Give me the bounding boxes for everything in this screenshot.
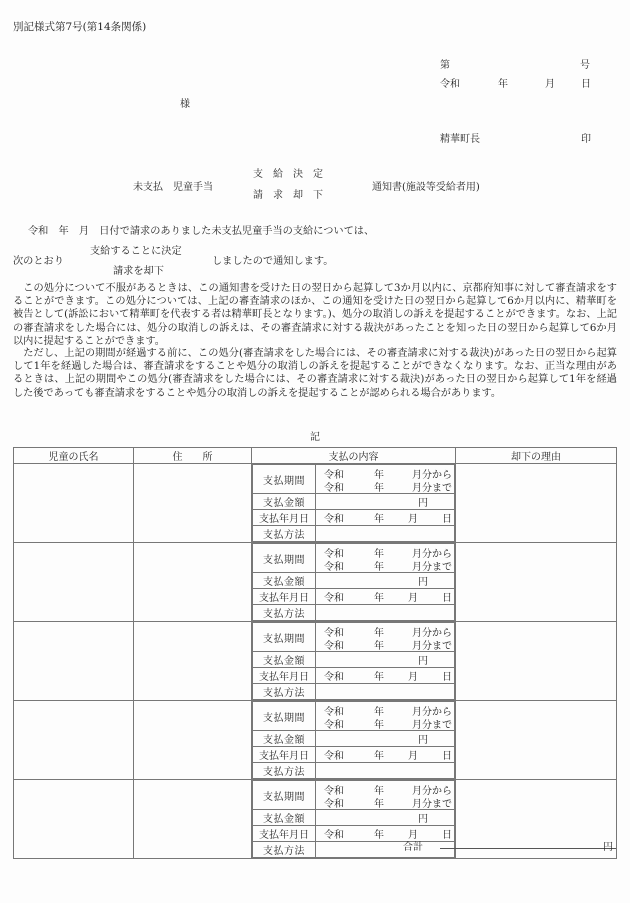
- date-day: 日: [442, 593, 452, 604]
- period-from-era: 令和: [324, 786, 344, 797]
- rejection-reason-cell[interactable]: [456, 701, 617, 780]
- method-value[interactable]: [316, 605, 455, 621]
- address-cell[interactable]: [134, 622, 252, 701]
- period-value[interactable]: [316, 465, 455, 494]
- date-year: 年: [374, 672, 384, 683]
- title-left: 未支払 児童手当: [133, 182, 213, 193]
- payment-details-cell: [252, 780, 456, 859]
- date-era: 令和: [324, 751, 344, 762]
- total-label: 合計: [403, 842, 423, 853]
- total-input-line[interactable]: [440, 848, 616, 849]
- period-to-era: 令和: [324, 799, 344, 810]
- period-label: 支払期間: [253, 781, 316, 810]
- period-from-suffix: 月分から: [412, 549, 452, 560]
- period-from-year: 年: [374, 707, 384, 718]
- date-value[interactable]: [316, 826, 455, 842]
- date-value[interactable]: [316, 747, 455, 763]
- amount-label: 支払金額: [253, 573, 316, 589]
- period-to-suffix: 月分まで: [412, 483, 452, 494]
- period-from-era: 令和: [324, 470, 344, 481]
- intro-option-rejection: 請求を却下: [113, 266, 164, 277]
- yen-unit: 円: [418, 498, 428, 509]
- period-from-year: 年: [374, 470, 384, 481]
- date-day: 日: [442, 672, 452, 683]
- header-payment-details: 支払の内容: [252, 448, 456, 464]
- date-year: 年: [374, 830, 384, 841]
- date-era: 令和: [324, 593, 344, 604]
- method-label: 支払方法: [253, 605, 316, 621]
- header-rejection-reason: 却下の理由: [456, 448, 617, 464]
- period-from-suffix: 月分から: [412, 628, 452, 639]
- period-from-year: 年: [374, 786, 384, 797]
- method-label: 支払方法: [253, 842, 316, 858]
- ki-heading: 記: [310, 432, 320, 443]
- date-month: 月: [408, 593, 418, 604]
- amount-label: 支払金額: [253, 810, 316, 826]
- period-from-suffix: 月分から: [412, 470, 452, 481]
- period-to-suffix: 月分まで: [412, 641, 452, 652]
- form-number: 別記様式第7号(第14条関係): [13, 21, 147, 33]
- payment-details-cell: [252, 543, 456, 622]
- amount-value[interactable]: [316, 652, 455, 668]
- method-value[interactable]: [316, 842, 455, 858]
- payment-details-cell: [252, 701, 456, 780]
- notice-date-year: 年: [498, 79, 508, 90]
- header-child-name: 児童の氏名: [14, 448, 134, 464]
- period-value[interactable]: [316, 623, 455, 652]
- date-era: 令和: [324, 672, 344, 683]
- date-year: 年: [374, 514, 384, 525]
- period-value[interactable]: [316, 544, 455, 573]
- table-row: [14, 543, 617, 622]
- header-address: 住 所: [134, 448, 252, 464]
- amount-value[interactable]: [316, 810, 455, 826]
- period-label: 支払期間: [253, 702, 316, 731]
- rejection-reason-cell[interactable]: [456, 622, 617, 701]
- period-to-year: 年: [374, 483, 384, 494]
- address-cell[interactable]: [134, 780, 252, 859]
- period-from-year: 年: [374, 628, 384, 639]
- amount-label: 支払金額: [253, 494, 316, 510]
- yen-unit: 円: [418, 656, 428, 667]
- date-label: 支払年月日: [253, 747, 316, 763]
- date-day: 日: [442, 751, 452, 762]
- period-to-suffix: 月分まで: [412, 562, 452, 573]
- date-year: 年: [374, 751, 384, 762]
- period-to-era: 令和: [324, 641, 344, 652]
- table-row: [14, 464, 617, 543]
- table-row: [14, 701, 617, 780]
- amount-label: 支払金額: [253, 731, 316, 747]
- address-cell[interactable]: [134, 464, 252, 543]
- yen-unit: 円: [418, 577, 428, 588]
- date-year: 年: [374, 593, 384, 604]
- rejection-reason-cell[interactable]: [456, 780, 617, 859]
- seal-mark: 印: [581, 134, 591, 145]
- table-header-row: [14, 448, 617, 464]
- period-from-suffix: 月分から: [412, 707, 452, 718]
- child-name-cell[interactable]: [14, 543, 134, 622]
- method-value[interactable]: [316, 684, 455, 700]
- method-value[interactable]: [316, 763, 455, 779]
- date-value[interactable]: [316, 668, 455, 684]
- period-label: 支払期間: [253, 465, 316, 494]
- period-value[interactable]: [316, 702, 455, 731]
- total-unit: 円: [603, 842, 613, 853]
- notice-date-month: 月: [545, 79, 555, 90]
- table-row: [14, 622, 617, 701]
- period-to-year: 年: [374, 799, 384, 810]
- period-value[interactable]: [316, 781, 455, 810]
- date-era: 令和: [324, 514, 344, 525]
- date-month: 月: [408, 514, 418, 525]
- date-month: 月: [408, 751, 418, 762]
- addressee-suffix: 様: [180, 99, 190, 110]
- date-label: 支払年月日: [253, 826, 316, 842]
- period-to-era: 令和: [324, 720, 344, 731]
- date-label: 支払年月日: [253, 589, 316, 605]
- child-name-cell[interactable]: [14, 622, 134, 701]
- date-day: 日: [442, 830, 452, 841]
- appeal-paragraph-1: この処分について不服があるときは、この通知書を受けた日の翌日から起算して3か月以内に、京都府知事に対して審査請求をすることができます。この処分については、上記の審査請求のほか、この通知を受けた日の翌日から起算して6か月以内に、精華町を被告として(訴訟において精華町を代表する者は精華町長となります。)、処分の取消しの訴えを提起することができます。なお、上記の審査請求をした場合には、処分の取消しの訴えは、その審査請求に対する裁決があったことを知った日の翌日から起算して6か月以内に提起することができます。: [13, 283, 617, 347]
- intro-suffix: しましたので通知します。: [212, 256, 334, 267]
- payment-details-cell: [252, 464, 456, 543]
- rejection-reason-cell[interactable]: [456, 464, 617, 543]
- yen-unit: 円: [418, 735, 428, 746]
- method-label: 支払方法: [253, 526, 316, 542]
- period-from-era: 令和: [324, 628, 344, 639]
- issuer-name: 精華町長: [440, 134, 480, 145]
- period-from-era: 令和: [324, 707, 344, 718]
- child-name-cell[interactable]: [14, 780, 134, 859]
- period-to-year: 年: [374, 562, 384, 573]
- address-cell[interactable]: [134, 701, 252, 780]
- date-month: 月: [408, 672, 418, 683]
- method-label: 支払方法: [253, 763, 316, 779]
- notice-no-prefix: 第: [440, 60, 450, 71]
- intro-prefix: 次のとおり: [13, 256, 64, 267]
- child-name-cell[interactable]: [14, 464, 134, 543]
- date-value[interactable]: [316, 589, 455, 605]
- address-cell[interactable]: [134, 543, 252, 622]
- period-to-year: 年: [374, 720, 384, 731]
- period-label: 支払期間: [253, 544, 316, 573]
- intro-line1: 令和 年 月 日付で請求のありました未支払児童手当の支給については、: [28, 226, 375, 237]
- period-from-suffix: 月分から: [412, 786, 452, 797]
- period-label: 支払期間: [253, 623, 316, 652]
- date-era: 令和: [324, 830, 344, 841]
- amount-value[interactable]: [316, 494, 455, 510]
- notice-date-era: 令和: [440, 79, 460, 90]
- period-to-era: 令和: [324, 562, 344, 573]
- date-month: 月: [408, 830, 418, 841]
- period-to-era: 令和: [324, 483, 344, 494]
- child-name-cell[interactable]: [14, 701, 134, 780]
- notice-no-suffix: 号: [580, 60, 590, 71]
- notice-date-day: 日: [581, 79, 591, 90]
- appeal-paragraph-2: ただし、上記の期間が経過する前に、この処分(審査請求をした場合には、その審査請求に対する裁決)があった日の翌日から起算して1年を経過した場合は、審査請求をすることや処分の取消しの訴えを提起することができなくなります。なお、正当な理由があるときは、上記の期間やこの処分(審査請求をした場合には、その審査請求に対する裁決)があった日の翌日から起算して1年を経過した後であっても審査請求をすることや処分の取消しの訴えを提起することが認められる場合があります。: [13, 348, 617, 399]
- period-to-suffix: 月分まで: [412, 720, 452, 731]
- date-label: 支払年月日: [253, 668, 316, 684]
- payment-table: [13, 447, 617, 859]
- payment-details-cell: [252, 622, 456, 701]
- period-to-suffix: 月分まで: [412, 799, 452, 810]
- method-label: 支払方法: [253, 684, 316, 700]
- rejection-reason-cell[interactable]: [456, 543, 617, 622]
- method-value[interactable]: [316, 526, 455, 542]
- amount-value[interactable]: [316, 731, 455, 747]
- title-option-rejection: 請 求 却 下: [253, 190, 323, 201]
- date-value[interactable]: [316, 510, 455, 526]
- yen-unit: 円: [418, 814, 428, 825]
- period-to-year: 年: [374, 641, 384, 652]
- table-row: [14, 780, 617, 859]
- intro-option-decision: 支給することに決定: [90, 246, 182, 257]
- date-day: 日: [442, 514, 452, 525]
- amount-value[interactable]: [316, 573, 455, 589]
- title-option-decision: 支 給 決 定: [253, 169, 323, 180]
- title-right: 通知書(施設等受給者用): [372, 182, 480, 193]
- amount-label: 支払金額: [253, 652, 316, 668]
- period-from-era: 令和: [324, 549, 344, 560]
- date-label: 支払年月日: [253, 510, 316, 526]
- period-from-year: 年: [374, 549, 384, 560]
